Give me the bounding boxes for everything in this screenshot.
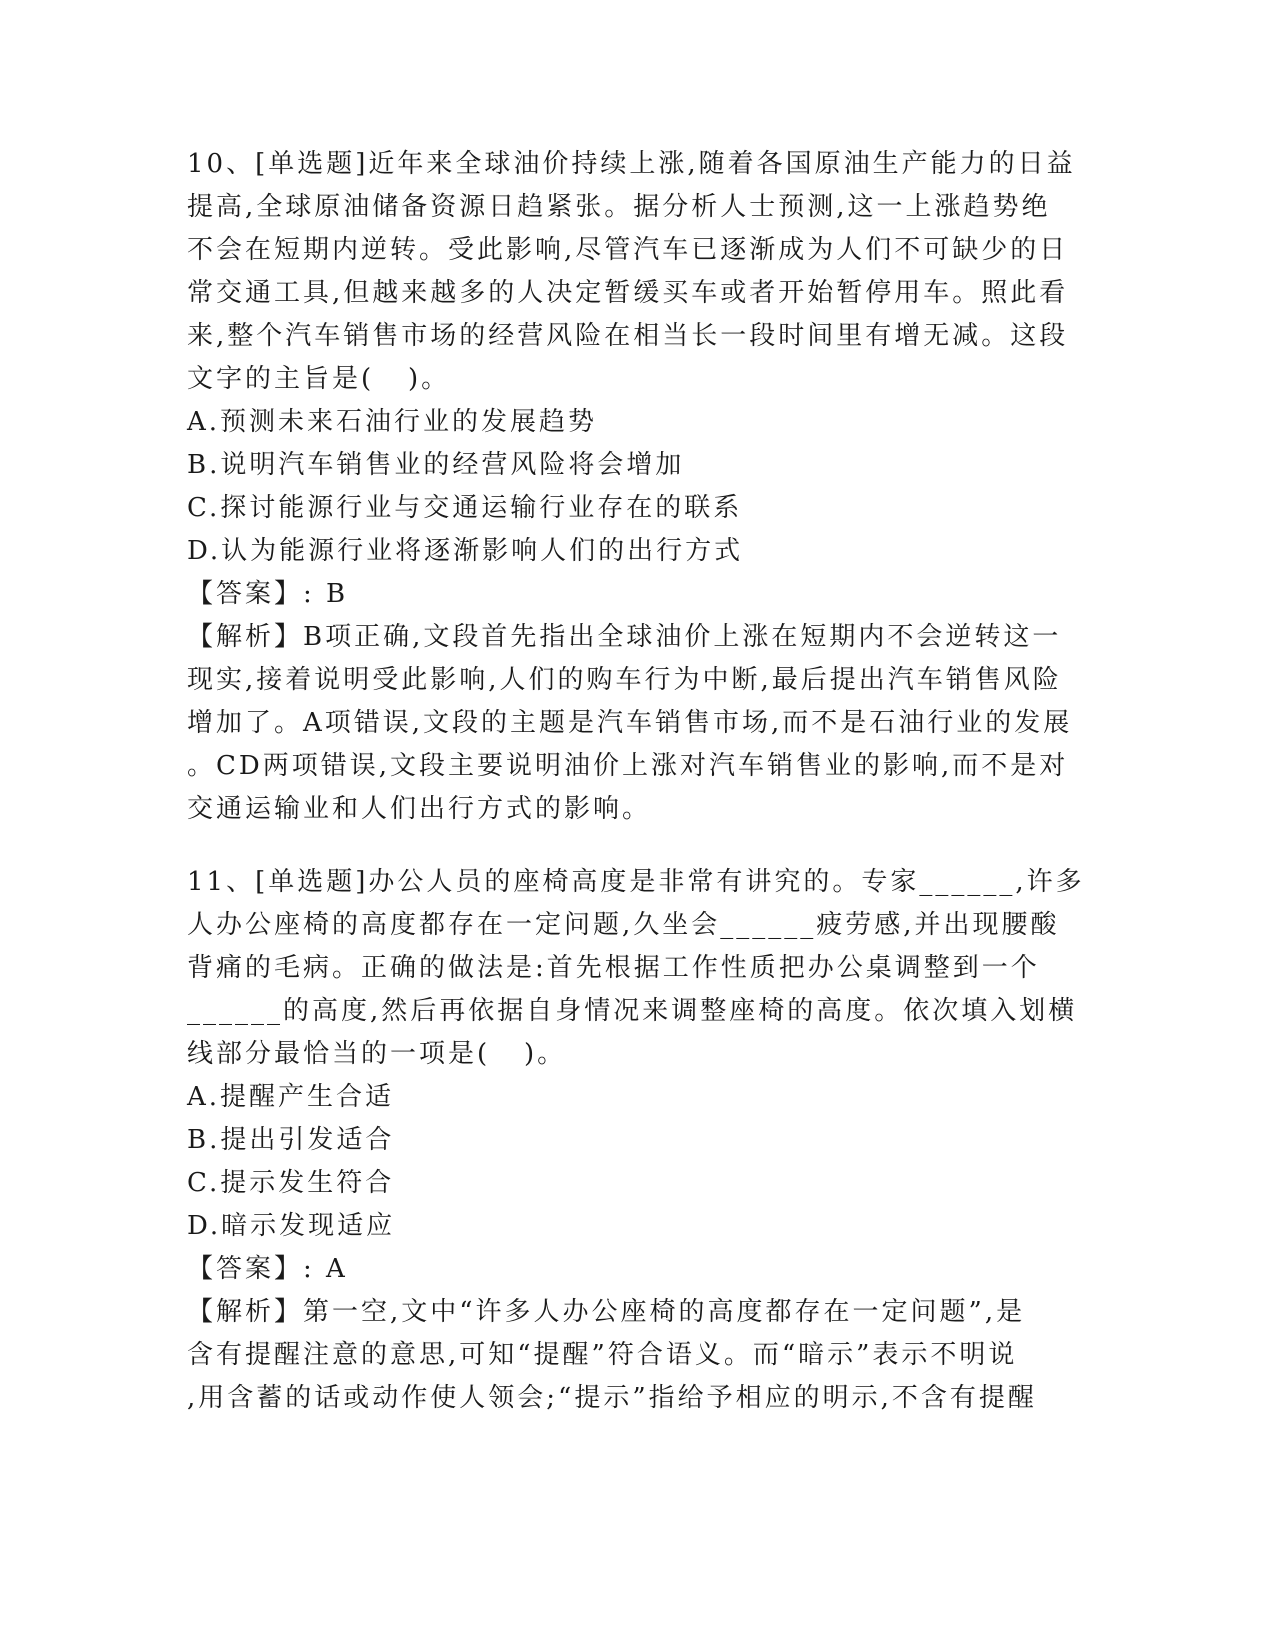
stem-line: 不会在短期内逆转。受此影响,尽管汽车已逐渐成为人们不可缺少的日 xyxy=(187,235,1069,265)
option-c: C.探讨能源行业与交通运输行业存在的联系 xyxy=(187,493,743,523)
stem-line: 常交通工具,但越来越多的人决定暂缓买车或者开始暂停用车。照此看 xyxy=(187,278,1069,308)
stem-line: 11、[单选题]办公人员的座椅高度是非常有讲究的。专家______,许多 xyxy=(187,867,1085,897)
analysis-line: 。CD两项错误,文段主要说明油价上涨对汽车销售业的影响,而不是对 xyxy=(187,751,1069,781)
option-a: A.预测未来石油行业的发展趋势 xyxy=(187,407,598,437)
stem-line: 人办公座椅的高度都存在一定问题,久坐会______疲劳感,并出现腰酸 xyxy=(187,910,1060,940)
stem-line: 10、[单选题]近年来全球油价持续上涨,随着各国原油生产能力的日益 xyxy=(187,149,1076,179)
option-c: C.提示发生符合 xyxy=(187,1168,395,1198)
analysis-line: 交通运输业和人们出行方式的影响。 xyxy=(187,794,652,824)
question-10-analysis xyxy=(187,616,1077,831)
stem-line: ______的高度,然后再依据自身情况来调整座椅的高度。依次填入划横 xyxy=(187,996,1078,1026)
document-page xyxy=(187,143,1085,1420)
question-11-options xyxy=(187,1076,1077,1248)
question-11-analysis xyxy=(187,1291,1077,1420)
stem-line: 提高,全球原油储备资源日趋紧张。据分析人士预测,这一上涨趋势绝 xyxy=(187,192,1051,222)
option-a: A.提醒产生合适 xyxy=(187,1082,395,1112)
stem-line: 来,整个汽车销售市场的经营风险在相当长一段时间里有增无减。这段 xyxy=(187,321,1069,351)
question-11 xyxy=(187,861,1085,1420)
analysis-line: ,用含蓄的话或动作使人领会;“提示”指给予相应的明示,不含有提醒 xyxy=(187,1383,1037,1413)
analysis-line: 【解析】B项正确,文段首先指出全球油价上涨在短期内不会逆转这一 xyxy=(187,622,1062,652)
option-d: D.暗示发现适应 xyxy=(187,1211,396,1241)
option-b: B.说明汽车销售业的经营风险将会增加 xyxy=(187,450,685,480)
question-10-answer: 【答案】: B xyxy=(187,579,349,609)
analysis-line: 【解析】第一空,文中“许多人办公座椅的高度都存在一定问题”,是 xyxy=(187,1297,1026,1327)
question-10 xyxy=(187,143,1077,831)
question-10-stem xyxy=(187,143,1077,401)
option-d: D.认为能源行业将逐渐影响人们的出行方式 xyxy=(187,536,744,566)
analysis-line: 现实,接着说明受此影响,人们的购车行为中断,最后提出汽车销售风险 xyxy=(187,665,1062,695)
question-11-stem xyxy=(187,861,1085,1076)
stem-line: 文字的主旨是( )。 xyxy=(187,364,451,394)
question-10-options xyxy=(187,401,1077,573)
option-b: B.提出引发适合 xyxy=(187,1125,395,1155)
analysis-line: 增加了。A项错误,文段的主题是汽车销售市场,而不是石油行业的发展 xyxy=(187,708,1073,738)
question-11-answer: 【答案】: A xyxy=(187,1254,348,1284)
stem-line: 线部分最恰当的一项是( )。 xyxy=(187,1039,567,1069)
analysis-line: 含有提醒注意的意思,可知“提醒”符合语义。而“暗示”表示不明说 xyxy=(187,1340,1018,1370)
question-spacer xyxy=(187,831,1077,861)
stem-line: 背痛的毛病。正确的做法是:首先根据工作性质把办公桌调整到一个 xyxy=(187,953,1040,983)
